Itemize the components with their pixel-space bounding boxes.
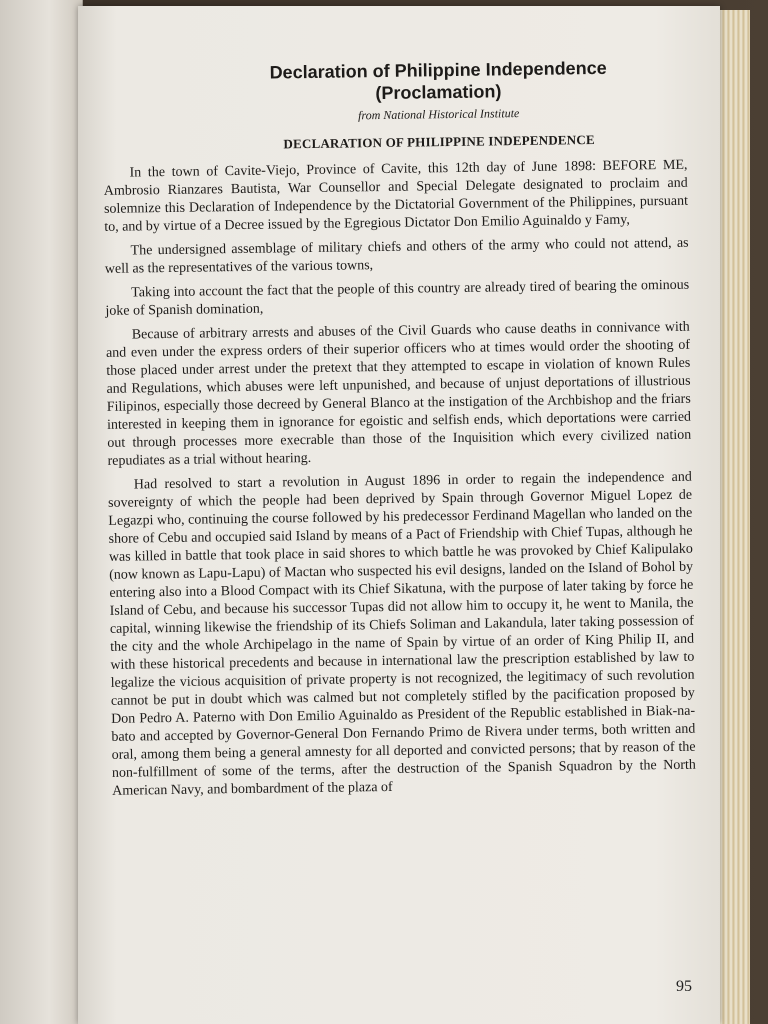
paragraph-4: Because of arbitrary arrests and abuses of the Civil Guards who cause deaths in connivance with and even under the express orders of their superior officers who at times would order the shooting of those placed under arrest under the pretext that they attempted to escape in violation of known Rules and Regulations, which abuses were left unpunished, and because of unjust deportations of illustrious Filipinos, especially those decreed by General Blanco at the instigation of the Archbishop and the friars interested in keeping them in ignorance for egoistic and selfish ends, which deportations were carried out through processes more execrable than those of the Inquisition which every civilized nation repudiates as a trial without hearing. xyxy=(105,319,692,469)
section-heading: DECLARATION OF PHILIPPINE INDEPENDENCE xyxy=(283,132,595,152)
left-page-edge xyxy=(0,0,83,1024)
document-body xyxy=(95,157,696,801)
page-content xyxy=(94,56,696,807)
paragraph-1: In the town of Cavite-Viejo, Province of Cavite, this 12th day of June 1898: BEFORE ME, Ambrosio Rianzares Bautista, War Counsellor and Special Delegate designated to proclaim and solemnize this Declaration of Independence by the Dictatorial Government of the Philippines, pursuant to, and by virtue of a Decree issued by the Egregious Dictator Don Emilio Aguinaldo y Famy, xyxy=(103,157,689,235)
book-page xyxy=(78,6,720,1024)
book-page-edges xyxy=(720,10,750,1024)
document-title: Declaration of Philippine Independence xyxy=(269,57,607,83)
document-source: from National Historical Institute xyxy=(358,106,520,123)
document-subtitle: (Proclamation) xyxy=(375,81,502,104)
page-number: 95 xyxy=(676,978,692,995)
paragraph-3: Taking into account the fact that the people of this country are already tired of bearing the ominous joke of Spanish domination, xyxy=(105,277,690,319)
paragraph-2: The undersigned assemblage of military chiefs and others of the army who could not attend, as well as the representatives of the various towns, xyxy=(104,235,689,277)
paragraph-5: Had resolved to start a revolution in August 1896 in order to regain the independence and sovereignty of which the people had been deprived by Spain through Governor Miguel Lopez de Legazpi who, continuing the course followed by his predecessor Ferdinand Magellan who landed on the shore of Cebu and occupied said Island by means of a Pact of Friendship with Chief Tupas, although he was killed in battle that took place in said shores to which battle he was provoked by Chief Kalipulako (now known as Lapu-Lapu) of Mactan who suspected his evil designs, landed on the Island of Bohol by entering also into a Blood Compact with its Chief Sikatuna, with the purpose of later taking by force he Island of Cebu, and because his successor Tupas did not allow him to occupy it, he went to Manila, the capital, winning likewise the friendship of its Chiefs Soliman and Lakandula, later taking possession of the city and the whole Archipelago in the name of Spain by virtue of an order of King Philip II, and with these historical precedents and because in international law the prescription established by law to legalize the vicious acquisition of private property is not recognized, the legitimacy of such revolution cannot be put in doubt which was calmed but not completely stifled by the pacification proposed by Don Pedro A. Paterno with Don Emilio Aguinaldo as President of the Republic established in Biak-na-bato and accepted by Governor-General Don Fernando Primo de Rivera under terms, both written and oral, among them being a general amnesty for all deported and convicted persons; that by reason of the non-fulfillment of some of the terms, after the destruction of the Spanish Squadron by the North American Navy, and bombardment of the plaza of xyxy=(108,469,696,799)
